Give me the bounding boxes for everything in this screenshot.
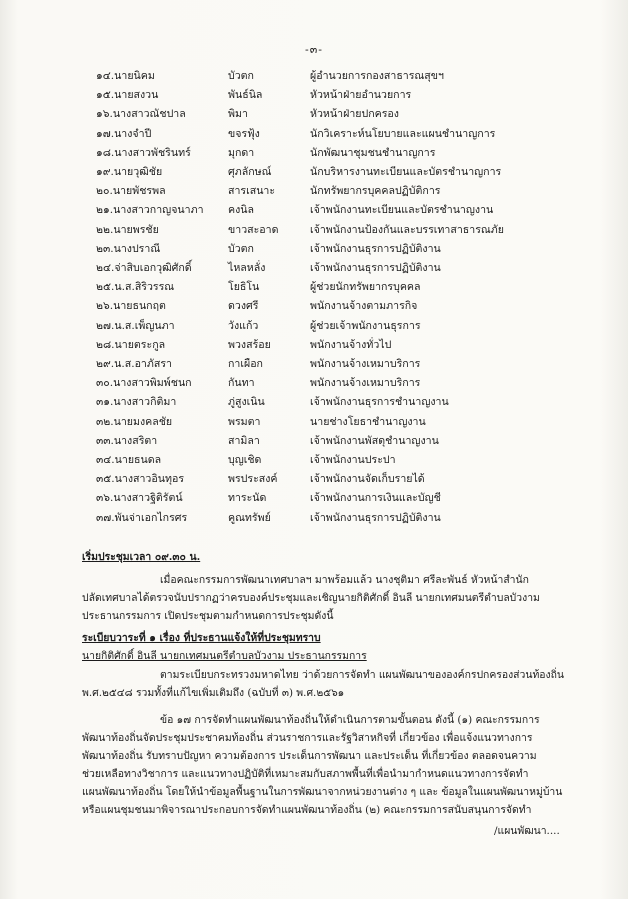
attendee-surname: บัวตก	[228, 242, 254, 255]
attendee-number: ๒๔.	[96, 262, 115, 274]
attendee-name	[96, 394, 176, 410]
attendee-name	[96, 87, 158, 103]
attendee-surname: ขาวสะอาด	[228, 223, 279, 236]
attendee-position: เจ้าพนักงานพัสดุชำนาญงาน	[310, 434, 439, 447]
attendee-first-name: นางสาวณัชปาล	[112, 108, 186, 121]
attendee-name	[96, 260, 192, 276]
attendee-row	[0, 279, 628, 295]
attendee-number: ๓๗.	[96, 511, 115, 524]
attendee-row	[0, 241, 628, 257]
attendee-row	[0, 202, 628, 218]
attendee-first-name: นางสริตา	[113, 434, 158, 447]
attendee-number: ๑๙.	[96, 166, 114, 178]
body-line-1: ตามระเบียบกระทรวงมหาดไทย ว่าด้วยการจัดทำ แผนพัฒนาขององค์กรปกครองส่วนท้องถิ่น	[160, 669, 565, 681]
attendee-row	[0, 375, 628, 391]
attendee-number: ๓๑.	[96, 396, 114, 409]
attendee-first-name: นายวุฒิชัย	[113, 166, 163, 178]
attendee-surname: คูณทรัพย์	[228, 511, 271, 524]
attendee-row	[0, 106, 628, 122]
attendee-row	[0, 298, 628, 314]
attendee-surname: พวงสร้อย	[228, 338, 271, 351]
attendee-number: ๑๘.	[96, 146, 115, 159]
attendee-position: เจ้าพนักงานป้องกันและบรรเทาสาธารณภัย	[310, 223, 504, 236]
attendee-name	[96, 68, 155, 84]
body-line-8: หรือแผนชุมชนมาพิจารณาประกอบการจัดทำแผนพัฒนาท้องถิ่น (๒) คณะกรรมการสนับสนุนการจัดทำ	[82, 804, 532, 816]
attendee-surname: ทาระนัด	[228, 492, 267, 505]
attendee-name	[96, 145, 191, 161]
attendee-surname: กันทา	[228, 377, 255, 390]
attendee-position: พนักงานจ้างเหมาบริการ	[310, 377, 421, 390]
attendee-surname: พิมา	[228, 108, 248, 121]
attendee-name	[96, 106, 186, 122]
attendee-first-name: นางสาวฐิติรัตน์	[113, 492, 183, 505]
attendee-number: ๓๔.	[96, 454, 115, 466]
body-line-5: พัฒนาท้องถิ่น รับทราบปัญหา ความต้องการ ประเด็นการพัฒนา และประเด็น ที่เกี่ยวข้อง ตลอดจนความ	[82, 750, 537, 762]
attendee-row	[0, 183, 628, 199]
attendee-name	[96, 164, 162, 180]
attendee-row	[0, 164, 628, 180]
attendee-surname: ภู่สูงเนิน	[228, 396, 265, 409]
attendee-position: เจ้าพนักงานจัดเก็บรายได้	[310, 473, 425, 486]
attendee-row	[0, 490, 628, 506]
attendee-surname: สามิลา	[228, 434, 260, 447]
attendee-surname: พรประสงค์	[228, 473, 278, 486]
attendee-first-name: นายตระกูล	[114, 338, 166, 351]
attendee-row	[0, 68, 628, 84]
body-line-4: พัฒนาท้องถิ่นจัดประชุมประชาคมท้องถิ่น ส่วนราชการและรัฐวิสาหกิจที่ เกี่ยวข้อง เพื่อแจ้งแนวทางการ	[82, 732, 533, 744]
attendee-number: ๒๘.	[96, 338, 115, 351]
attendee-position: เจ้าพนักงานประปา	[310, 454, 396, 466]
attendee-position: พนักงานจ้างเหมาบริการ	[310, 358, 421, 370]
attendee-name	[96, 126, 151, 142]
attendee-name	[96, 318, 175, 334]
opening-line-2: ปลัดเทศบาลได้ตรวจนับปรากฏว่าครบองค์ประชุมและเชิญนายกิติศักดิ์ อินลี นายกเทศมนตรีตำบลบัวงาม	[82, 592, 540, 604]
attendee-surname: กาเผือก	[228, 358, 263, 370]
attendee-name	[96, 337, 165, 353]
attendee-number: ๑๖.	[96, 108, 113, 121]
attendee-surname: วังแก้ว	[228, 319, 259, 332]
attendee-number: ๑๔.	[96, 70, 115, 82]
attendee-surname: มุกดา	[228, 146, 255, 159]
attendee-position: นักทรัพยากรบุคคลปฏิบัติการ	[310, 185, 441, 198]
attendee-name	[96, 202, 204, 218]
attendee-position: พนักงานจ้างตามภารกิจ	[310, 300, 418, 313]
attendee-name	[96, 490, 183, 506]
attendee-position: ผู้อำนวยการกองสาธารณสุขฯ	[310, 70, 444, 82]
attendee-surname: ดวงศรี	[228, 300, 259, 313]
page-number: -๓-	[305, 43, 323, 56]
attendee-first-name: นายพรชัย	[113, 223, 159, 236]
speaker-line: นายกิติศักดิ์ อินลี นายกเทศมนตรีตำบลบัวงาม ประธานกรรมการ	[82, 650, 367, 662]
attendee-row	[0, 318, 628, 334]
attendee-first-name: นายธนดล	[114, 454, 162, 466]
attendee-first-name: นางสาวพัชรินทร์	[114, 146, 191, 159]
attendee-first-name: นางสาวพิมพ์ชนก	[113, 377, 192, 390]
attendee-name	[96, 414, 172, 430]
attendee-position: นักบริหารงานทะเบียนและบัตรชำนาญการ	[310, 166, 502, 178]
attendee-position: หัวหน้าฝ่ายปกครอง	[310, 108, 399, 121]
attendee-name	[96, 222, 159, 238]
attendee-position: เจ้าพนักงานธุรการปฏิบัติงาน	[310, 242, 441, 255]
attendee-name	[96, 183, 166, 199]
attendee-number: ๒๖.	[96, 300, 114, 313]
attendee-row	[0, 452, 628, 468]
attendee-number: ๓๒.	[96, 415, 114, 428]
attendee-position: เจ้าพนักงานธุรการชำนาญงาน	[310, 396, 449, 409]
attendee-surname: พรมตา	[228, 415, 261, 428]
attendee-name	[96, 433, 157, 449]
attendee-number: ๓๐.	[96, 377, 114, 390]
attendee-number: ๒๒.	[96, 223, 114, 236]
attendee-number: ๒๓.	[96, 242, 114, 255]
attendee-name	[96, 452, 161, 468]
attendee-number: ๒๗.	[96, 319, 115, 332]
attendee-row	[0, 260, 628, 276]
attendee-first-name: นางจำปี	[114, 127, 152, 140]
attendee-name	[96, 510, 187, 526]
attendee-surname: บัวตก	[228, 70, 254, 82]
attendee-number: ๓๓.	[96, 434, 114, 447]
attendee-name	[96, 356, 172, 372]
attendee-first-name: นายสงวน	[114, 89, 159, 102]
body-line-6: ช่วยเหลือทางวิชาการ และแนวทางปฏิบัติที่เหมาะสมกับสภาพพื้นที่เพื่อนำมากำหนดแนวทางการจัดทำ	[82, 768, 529, 780]
attendee-number: ๒๐.	[96, 185, 113, 198]
attendee-row	[0, 126, 628, 142]
attendee-first-name: จ่าสิบเอกวุฒิศักดิ์	[114, 262, 192, 274]
attendee-surname: ไหลหลั่ง	[228, 262, 266, 274]
attendee-row	[0, 394, 628, 410]
attendee-first-name: น.ส.เพ็ญนภา	[114, 319, 175, 332]
attendee-name	[96, 375, 192, 391]
attendee-first-name: นายธนกฤต	[113, 300, 166, 313]
attendee-name	[96, 298, 166, 314]
attendee-row	[0, 433, 628, 449]
meeting-start-heading: เริ่มประชุมเวลา ๐๙.๓๐ น.	[82, 551, 201, 563]
attendee-number: ๒๕.	[96, 281, 115, 294]
attendee-first-name: พันจ่าเอกไกรศร	[114, 511, 188, 524]
attendee-surname: ขจรฟุ้ง	[228, 127, 260, 140]
attendee-number: ๒๙.	[96, 358, 115, 370]
attendee-row	[0, 87, 628, 103]
body-line-2: พ.ศ.๒๕๔๘ รวมทั้งที่แก้ไขเพิ่มเติมถึง (ฉบับที่ ๓) พ.ศ.๒๕๖๑	[82, 687, 345, 699]
opening-line-1: เมื่อคณะกรรมการพัฒนาเทศบาลฯ มาพร้อมแล้ว นางชุติมา ศรีละพันธ์ หัวหน้าสำนัก	[160, 574, 529, 586]
body-line-7: แผนพัฒนาท้องถิ่น โดยให้นำข้อมูลพื้นฐานในการพัฒนาจากหน่วยงานต่าง ๆ และ ข้อมูลในแผนพัฒนาหมู่บ้าน	[82, 786, 563, 798]
attendee-number: ๑๕.	[96, 89, 115, 102]
continuation-note: /แผนพัฒนา....	[494, 825, 560, 837]
attendee-first-name: นางสาวกาญจนาภา	[113, 204, 204, 217]
attendee-surname: พันธ์นิล	[228, 89, 263, 102]
attendee-row	[0, 471, 628, 487]
attendee-surname: สารเสนาะ	[228, 185, 276, 198]
attendee-surname: บุญเชิด	[228, 454, 262, 466]
attendee-position: เจ้าพนักงานการเงินและบัญชี	[310, 492, 441, 505]
attendee-position: เจ้าพนักงานธุรการปฏิบัติงาน	[310, 262, 441, 274]
attendee-first-name: นายพัชรพล	[112, 185, 166, 198]
attendee-row	[0, 414, 628, 430]
attendee-number: ๑๗.	[96, 127, 115, 140]
attendee-position: ผู้ช่วยเจ้าพนักงานธุรการ	[310, 319, 421, 332]
attendee-surname: คงนิล	[228, 204, 254, 217]
attendee-position: ผู้ช่วยนักทรัพยากรบุคคล	[310, 281, 421, 294]
attendee-first-name: นายมงคลชัย	[113, 415, 173, 428]
attendee-position: นายช่างโยธาชำนาญงาน	[310, 415, 426, 428]
attendee-row	[0, 222, 628, 238]
attendee-surname: ศุภลักษณ์	[228, 166, 272, 178]
attendee-position: พนักงานจ้างทั่วไป	[310, 338, 392, 351]
attendee-first-name: น.ส.สิริวรรณ	[114, 281, 175, 294]
attendee-position: นักวิเคราะห์นโยบายและแผนชำนาญการ	[310, 127, 496, 140]
attendee-number: ๓๖.	[96, 492, 114, 505]
attendee-name	[96, 471, 184, 487]
attendee-surname: โยธิโน	[228, 281, 260, 294]
opening-line-3: ประธานกรรมการ เปิดประชุมตามกำหนดการประชุมดังนี้	[82, 610, 334, 622]
attendee-first-name: นายนิคม	[114, 70, 155, 82]
attendee-name	[96, 241, 160, 257]
attendee-first-name: นางปราณี	[113, 242, 161, 255]
attendee-position: เจ้าพนักงานธุรการปฏิบัติงาน	[310, 511, 441, 524]
attendee-first-name: น.ส.อาภัสรา	[114, 358, 172, 370]
attendee-row	[0, 337, 628, 353]
attendee-first-name: นางสาวกิติมา	[113, 396, 177, 409]
attendee-position: นักพัฒนาชุมชนชำนาญการ	[310, 146, 436, 159]
body-line-3: ข้อ ๑๗ การจัดทำแผนพัฒนาท้องถิ่นให้ดำเนินการตามขั้นตอน ดังนี้ (๑) คณะกรรมการ	[160, 714, 540, 726]
attendee-number: ๓๕.	[96, 473, 115, 486]
attendee-first-name: นางสาวอินทุอร	[114, 473, 185, 486]
attendee-number: ๒๑.	[96, 204, 114, 217]
attendee-row	[0, 510, 628, 526]
attendee-row	[0, 145, 628, 161]
attendee-name	[96, 279, 174, 295]
attendee-position: หัวหน้าฝ่ายอำนวยการ	[310, 89, 412, 102]
attendee-position: เจ้าพนักงานทะเบียนและบัตรชำนาญงาน	[310, 204, 494, 217]
attendee-row	[0, 356, 628, 372]
agenda-heading: ระเบียบวาระที่ ๑ เรื่อง ที่ประธานแจ้งให้ที่ประชุมทราบ	[82, 632, 321, 644]
